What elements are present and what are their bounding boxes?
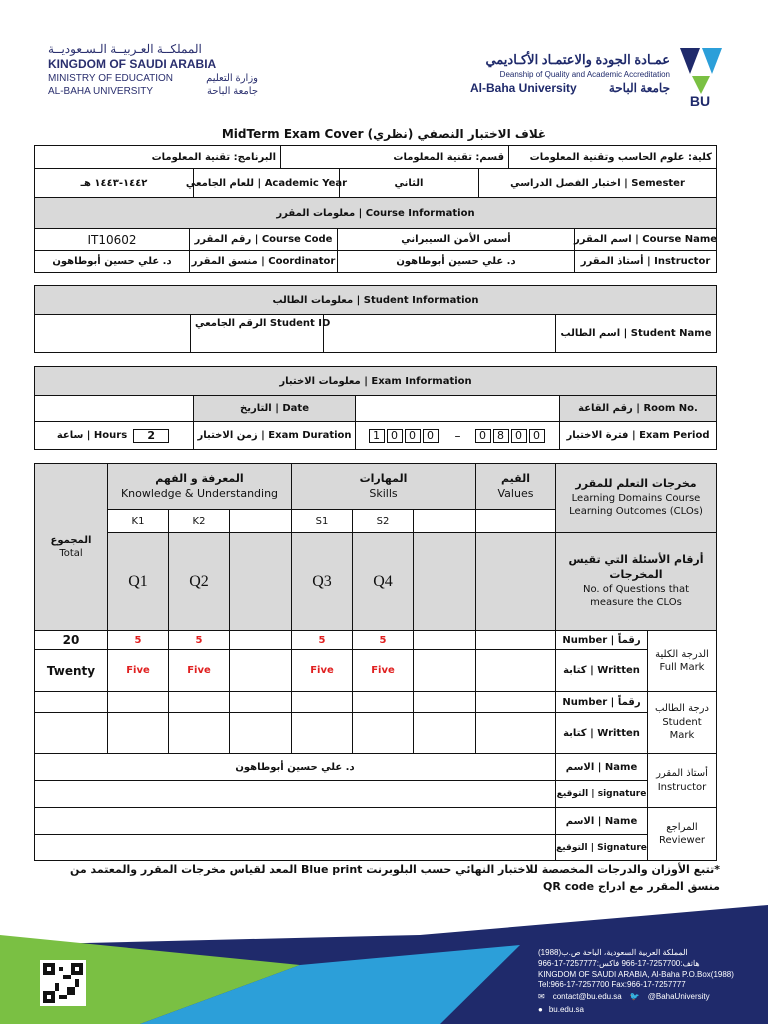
mark-empty <box>413 649 476 692</box>
skills-header <box>291 463 476 510</box>
college-cell: كلية: علوم الحاسب وتقنية المعلومات <box>508 145 717 169</box>
question-q2: Q2 <box>168 532 230 631</box>
student-mark-written[interactable] <box>413 712 476 754</box>
period-to <box>369 429 441 443</box>
coordinator-value: د. علي حسين أبوطاهون <box>34 250 190 273</box>
written-label: كتابة | Written <box>555 649 648 692</box>
university-ar-right: جامعة الباحة <box>608 81 670 95</box>
period-digit: 0 <box>423 429 439 443</box>
coordinator-label: منسق المقرر | Coordinator <box>189 250 338 273</box>
student-mark-number[interactable] <box>229 691 292 713</box>
clo-header <box>555 463 717 533</box>
student-mark-written[interactable] <box>291 712 353 754</box>
kingdom-en: KINGDOM OF SAUDI ARABIA <box>48 57 217 71</box>
course-code-value: IT10602 <box>34 228 190 251</box>
ministry-ar: وزارة التعليم <box>206 73 258 84</box>
instructor-name-value: د. علي حسين أبوطاهون <box>34 753 556 781</box>
student-mark-number[interactable] <box>107 691 169 713</box>
code-k1: K1 <box>107 509 169 533</box>
questions-label <box>555 532 717 631</box>
course-name-label: اسم المقرر | Course Name <box>574 228 717 251</box>
room-field[interactable] <box>355 395 560 422</box>
program-cell: البرنامج: تقنية المعلومات <box>34 145 281 169</box>
student-total-written[interactable] <box>34 712 108 754</box>
written-label: كتابة | Written <box>555 712 648 754</box>
university-en-right: Al-Baha University <box>470 81 577 95</box>
logo-text: BU <box>689 93 711 109</box>
student-mark-written[interactable] <box>352 712 414 754</box>
university-ar: جامعة الباحة <box>207 86 258 97</box>
year-label: للعام الجامعي | Academic Year <box>193 168 340 198</box>
period-digit: 0 <box>405 429 421 443</box>
footer-phone-ar: هاتف:7257700-17-966 فاكس:7257777-17-966 <box>538 958 700 968</box>
deanship-ar: عمـادة الجودة والاعتمـاد الأكـاديمي <box>485 52 670 67</box>
duration-value[interactable]: 2 <box>133 429 169 443</box>
footer-address-en: KINGDOM OF SAUDI ARABIA, Al-Baha P.O.Box(1988) <box>538 969 734 979</box>
instructor-value: د. علي حسين أبوطاهون <box>337 250 575 273</box>
course-code-label: رقم المقرر | Course Code <box>189 228 338 251</box>
footer-email[interactable]: contact@bu.edu.sa <box>552 992 622 1002</box>
instructor-label: أستاذ المقرر | Instructor <box>574 250 717 273</box>
skills-en: Skills <box>369 486 398 500</box>
student-mark-written[interactable] <box>107 712 169 754</box>
period-digit: 8 <box>493 429 509 443</box>
number-label: Number | رقماً <box>555 630 648 650</box>
right-header <box>470 52 670 95</box>
mark-number-s1: 5 <box>291 630 353 650</box>
semester-value: الثاني <box>339 168 479 198</box>
footer-twitter[interactable]: @BahaUniversity <box>647 992 710 1002</box>
mark-number-k2: 5 <box>168 630 230 650</box>
total-number: 20 <box>34 630 108 650</box>
mark-number-k1: 5 <box>107 630 169 650</box>
total-ar: المجموع <box>50 534 92 546</box>
student-id-label: الرقم الجامعي Student ID <box>190 314 324 353</box>
reviewer-label: المراجع Reviewer <box>647 807 717 861</box>
name-label: الاسم | Name <box>555 807 648 835</box>
full-mark-label: الدرجة الكلية Full Mark <box>647 630 717 692</box>
course-info-header: معلومات المقرر | Course Information <box>34 197 717 229</box>
date-label: التاريخ | Date <box>193 395 356 422</box>
semester-label: اختبار الفصل الدراسي | Semester <box>478 168 717 198</box>
deanship-en: Deanship of Quality and Academic Accreditation <box>499 70 670 79</box>
reviewer-name-field[interactable] <box>34 807 556 835</box>
footer-address-ar: المملكة العربية السعودية، الباحة ص.ب(1988) <box>538 948 688 957</box>
room-label: رقم القاعة | Room No. <box>559 395 717 422</box>
question-q4: Q4 <box>352 532 414 631</box>
exam-info-header: معلومات الاختبار | Exam Information <box>34 366 717 396</box>
signature-label: التوقيع | Signature <box>555 834 648 861</box>
values-header <box>475 463 556 510</box>
duration-label: زمن الاختبار | Exam Duration <box>193 421 356 450</box>
student-info-header: معلومات الطالب | Student Information <box>34 285 717 315</box>
question-empty <box>229 532 292 631</box>
student-mark-written[interactable] <box>475 712 556 754</box>
period-label: فترة الاختبار | Exam Period <box>559 421 717 450</box>
reviewer-signature-field[interactable] <box>34 834 556 861</box>
period-digit: 0 <box>511 429 527 443</box>
period-dash: – <box>454 428 461 443</box>
code-empty <box>229 509 292 533</box>
email-icon: ✉ <box>538 992 545 1002</box>
values-en: Values <box>497 486 534 500</box>
mark-written-k1: Five <box>107 649 169 692</box>
mark-written-s1: Five <box>291 649 353 692</box>
mark-written-k2: Five <box>168 649 230 692</box>
skills-ar: المهارات <box>359 471 408 485</box>
instructor-signature-field[interactable] <box>34 780 556 808</box>
signature-label: التوقيع | signature <box>555 780 648 808</box>
student-mark-number[interactable] <box>352 691 414 713</box>
period-from <box>475 429 547 443</box>
date-field[interactable] <box>34 395 194 422</box>
bu-logo-icon <box>676 44 724 108</box>
values-ar: القيم <box>501 471 530 485</box>
qr-code-icon <box>40 960 86 1006</box>
globe-icon: ● <box>538 1004 543 1014</box>
code-empty <box>413 509 476 533</box>
student-id-field[interactable] <box>34 314 191 353</box>
twitter-icon: 🐦 <box>629 992 640 1002</box>
student-mark-number[interactable] <box>168 691 230 713</box>
mark-empty <box>229 630 292 650</box>
student-mark-written[interactable] <box>229 712 292 754</box>
knowledge-header <box>107 463 292 510</box>
left-header <box>48 42 258 97</box>
mark-empty <box>475 630 556 650</box>
code-empty <box>475 509 556 533</box>
mark-number-s2: 5 <box>352 630 414 650</box>
clo-header-ar: مخرجات التعلم للمقرر <box>575 477 697 491</box>
question-empty <box>413 532 476 631</box>
student-mark-number[interactable] <box>291 691 353 713</box>
student-total-number[interactable] <box>34 691 108 713</box>
clo-header-en: Learning Domains Course Learning Outcomes (CLOs) <box>569 492 703 518</box>
hours-label: ساعة | Hours <box>56 430 128 441</box>
code-k2: K2 <box>168 509 230 533</box>
student-mark-label: درجة الطالب Student Mark <box>647 691 717 754</box>
footer-phone-en: Tel:966-17-7257700 Fax:966-17-7257777 <box>538 980 686 990</box>
period-digit: 0 <box>475 429 491 443</box>
knowledge-en: Knowledge & Understanding <box>120 486 279 500</box>
department-cell: قسم: تقنية المعلومات <box>280 145 509 169</box>
code-s2: S2 <box>352 509 414 533</box>
question-q3: Q3 <box>291 532 353 631</box>
student-mark-number[interactable] <box>475 691 556 713</box>
period-digit: 0 <box>529 429 545 443</box>
kingdom-ar: المملكــة العـربيــة الـسـعوديــة <box>48 42 202 56</box>
mark-empty <box>229 649 292 692</box>
university-en: AL-BAHA UNIVERSITY <box>48 86 154 97</box>
code-s1: S1 <box>291 509 353 533</box>
student-name-label: اسم الطالب | Student Name <box>555 314 717 353</box>
questions-label-en: No. of Questions that measure the CLOs <box>582 583 690 609</box>
ministry-en: MINISTRY OF EDUCATION <box>48 73 174 84</box>
course-name-value: أسس الأمن السيبراني <box>337 228 575 251</box>
total-header <box>34 463 108 631</box>
name-label: الاسم | Name <box>555 753 648 781</box>
student-mark-number[interactable] <box>413 691 476 713</box>
period-digit: 0 <box>387 429 403 443</box>
mark-empty <box>475 649 556 692</box>
duration-field <box>34 421 194 450</box>
knowledge-ar: المعرفة و الفهم <box>155 471 244 485</box>
mark-empty <box>413 630 476 650</box>
period-digit: 1 <box>369 429 385 443</box>
footer-web[interactable]: bu.edu.sa <box>548 1004 584 1014</box>
instructor-sign-label: أستاذ المقرر Instructor <box>647 753 717 808</box>
page-title: MidTerm Exam Cover (نظري) غلاف الاختبار النصفي <box>221 127 547 141</box>
total-en: Total <box>59 548 83 559</box>
question-empty <box>475 532 556 631</box>
period-field[interactable] <box>355 421 560 450</box>
questions-label-ar: أرقام الأسئلة التي تقيس المخرجات <box>568 553 704 581</box>
total-written: Twenty <box>34 649 108 692</box>
footer-contact <box>538 948 738 1016</box>
student-mark-written[interactable] <box>168 712 230 754</box>
student-name-field[interactable] <box>323 314 556 353</box>
mark-written-s2: Five <box>352 649 414 692</box>
year-value: ١٤٤٢-١٤٤٣ هـ <box>34 168 194 198</box>
question-q1: Q1 <box>107 532 169 631</box>
footnote: *تتبع الأوزان والدرجات المخصصة للاختبار النهائي حسب البلوبرنت Blue print المعد لقياس مخرجات المقرر والمعتمد من منسق المقرر مع ادراج QR code <box>69 863 720 893</box>
number-label: Number | رقماً <box>555 691 648 713</box>
